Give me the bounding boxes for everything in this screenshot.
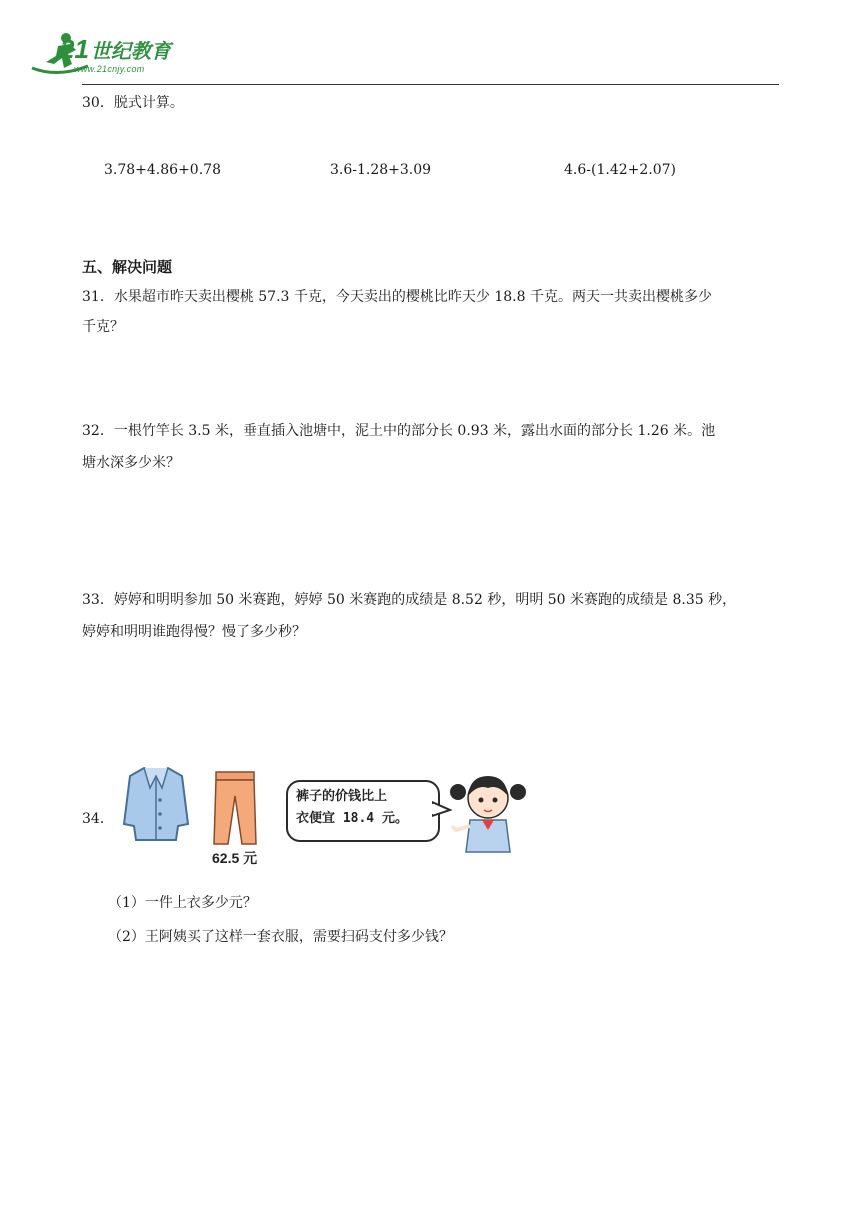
- q33-line-1: 33．婷婷和明明参加 50 米赛跑，婷婷 50 米赛跑的成绩是 8.52 秒，明明 50 米赛跑的成绩是 8.35 秒，: [82, 592, 737, 608]
- jacket-icon: [120, 764, 192, 844]
- q31-line-1: 31．水果超市昨天卖出樱桃 57.3 千克，今天卖出的樱桃比昨天少 18.8 千克。两天一共卖出樱桃多少: [82, 289, 712, 305]
- q32-line-1: 32．一根竹竿长 3.5 米，垂直插入池塘中，泥土中的部分长 0.93 米，露出水面的部分长 1.26 米。池: [82, 423, 716, 439]
- section-title: 五、解决问题: [82, 258, 173, 276]
- speech-bubble-text: 裤子的价钱比上 衣便宜 18.4 元。: [296, 789, 408, 826]
- trousers-price: 62.5 元: [212, 850, 258, 866]
- q32-line-2: 塘水深多少米？: [82, 455, 180, 471]
- q34-label: 34．: [82, 811, 114, 827]
- girl-icon: [448, 768, 528, 854]
- q34-sub-question-1: （1）一件上衣多少元？: [108, 895, 257, 911]
- q30-expression-1: 3.78+4.86+0.78: [104, 162, 221, 178]
- header-divider: [82, 84, 779, 85]
- logo-wordmark: 21 世纪教育: [60, 34, 171, 64]
- q30-label: 30．脱式计算。: [82, 95, 184, 111]
- q30-expression-3: 4.6-(1.42+2.07): [564, 162, 676, 178]
- q30-expression-2: 3.6-1.28+3.09: [330, 162, 432, 178]
- q31-line-2: 千克？: [82, 319, 124, 335]
- trousers-icon: [210, 770, 260, 846]
- logo-url: www.21cnjy.com: [74, 64, 145, 74]
- q33-line-2: 婷婷和明明谁跑得慢？慢了多少秒？: [82, 624, 306, 640]
- q34-sub-question-2: （2）王阿姨买了这样一套衣服，需要扫码支付多少钱？: [108, 929, 453, 945]
